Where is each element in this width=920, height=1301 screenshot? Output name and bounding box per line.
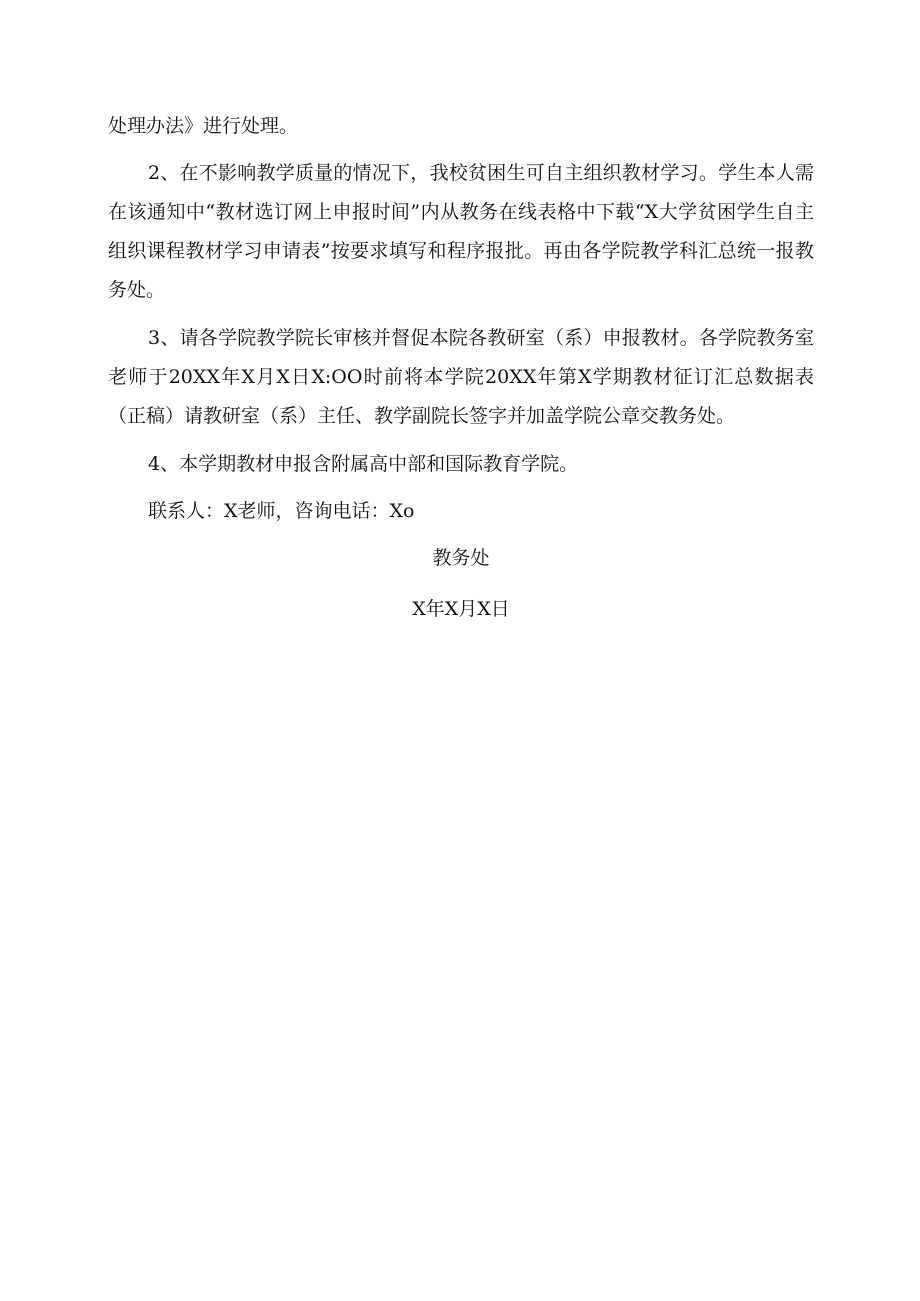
paragraph-continuation: 处理办法》进行处理。	[108, 115, 299, 137]
paragraph-item-2: 2、在不影响教学质量的情况下，我校贫困生可自主组织教材学习。学生本人需在该通知中“教材选订网上申报时间”内从教务在线表格中下载“X大学贫困学生自主组织课程教材学习申请表”按要求填写和程序报批。再由各学院教学科汇总统一报教务处。	[108, 162, 814, 301]
paragraph-item-4: 4、本学期教材申报含附属高中部和国际教育学院。	[148, 453, 579, 475]
document-body	[108, 107, 814, 629]
paragraph-item-3: 3、请各学院教学院长审核并督促本院各教研室（系）申报教材。各学院教务室老师于20XX年X月X日X:OO时前将本学院20XX年第X学期教材征订汇总数据表（正稿）请教研室（系）主任、教学副院长签字并加盖学院公章交教务处。	[108, 327, 814, 427]
contact-line: 联系人：X老师，咨询电话：Xo	[148, 500, 415, 522]
signature-department: 教务处	[432, 547, 490, 569]
signature-date: X年X月X日	[412, 598, 510, 620]
